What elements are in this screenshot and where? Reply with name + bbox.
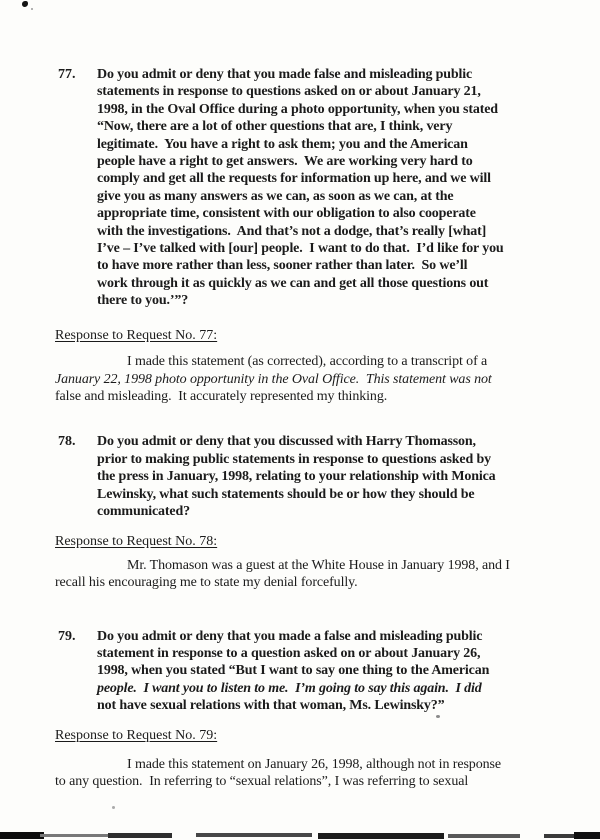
scan-speck-top-left — [22, 1, 28, 7]
response-paragraph-77 — [55, 353, 600, 405]
document-body — [0, 66, 600, 791]
question-line: the press in January, 1998, relating to your relationship with Monica — [97, 469, 496, 485]
question-line: statement in response to a question asked on or about January 26, — [97, 645, 481, 661]
scan-edge-segment — [108, 833, 172, 838]
scan-edge-segment — [318, 833, 444, 839]
question-text — [97, 433, 496, 520]
question-line: give you as many answers as we can, as soon as we can, at the — [97, 188, 454, 204]
question-line: “Now, there are a lot of other questions that are, I think, very — [97, 119, 453, 135]
response-line: to any question. In referring to “sexual relations”, I was referring to sexual — [55, 774, 469, 790]
response-heading-label: Response to Request No. 77: — [55, 327, 218, 343]
scan-edge-segment — [574, 832, 600, 839]
response-heading-77 — [55, 327, 600, 344]
response-line: January 22, 1998 photo opportunity in the Oval Office. This statement was not — [55, 371, 492, 387]
scan-edge-segment — [0, 832, 44, 839]
response-line: I made this statement (as corrected), according to a transcript of a — [127, 354, 488, 370]
response-heading-label: Response to Request No. 78: — [55, 534, 218, 550]
request-item-78 — [0, 433, 600, 591]
response-heading-79 — [55, 727, 600, 744]
question-line: work through it as quickly as we can and get all those questions out — [97, 275, 489, 291]
question-line: not have sexual relations with that woman, Ms. Lewinsky?” — [97, 698, 445, 714]
scan-speck-top-left-echo — [31, 8, 33, 10]
question-line: comply and get all the requests for information up here, and we will — [97, 171, 491, 187]
scan-edge-segment — [40, 834, 112, 837]
question-line: 1998, when you stated “But I want to say one thing to the American — [97, 663, 490, 679]
question-line: prior to making public statements in response to questions asked by — [97, 451, 491, 467]
question-line: there to you.’”? — [97, 293, 189, 309]
question-line: to have more rather than less, sooner rather than later. So we’ll — [97, 258, 468, 274]
question-number: 78. — [58, 434, 76, 450]
request-item-77 — [0, 66, 600, 405]
question-line: 1998, in the Oval Office during a photo opportunity, when you stated — [97, 101, 498, 117]
question-line: people. I want you to listen to me. I’m going to say this again. I did — [97, 680, 482, 696]
scan-edge-segment — [448, 834, 520, 838]
question-78 — [0, 433, 600, 520]
question-line: Do you admit or deny that you discussed with Harry Thomasson, — [97, 434, 476, 450]
question-line: Do you admit or deny that you made false and misleading public — [97, 67, 473, 82]
scan-artifact-bottom-edge — [0, 828, 600, 840]
response-heading-label: Response to Request No. 79: — [55, 727, 218, 743]
question-line: I’ve – I’ve talked with [our] people. I want to do that. I’d like for you — [97, 241, 504, 257]
response-heading-78 — [55, 533, 600, 550]
response-line: Mr. Thomason was a guest at the White House in January 1998, and I — [127, 557, 510, 573]
question-line: statements in response to questions asked on or about January 21, — [97, 84, 481, 100]
question-79 — [0, 628, 600, 715]
question-line: Lewinsky, what such statements should be or how they should be — [97, 486, 475, 502]
scan-speck-lower-left — [112, 806, 115, 809]
request-item-79 — [0, 628, 600, 791]
question-number: 77. — [58, 67, 76, 82]
question-line: with the investigations. And that’s not a dodge, that’s really [what] — [97, 223, 487, 239]
scan-edge-segment — [196, 833, 312, 837]
question-line: legitimate. You have a right to ask them; you and the American — [97, 136, 468, 152]
question-text — [97, 66, 504, 310]
scan-speck-mid — [436, 715, 440, 718]
question-line: communicated? — [97, 503, 190, 519]
question-line: people have a right to get answers. We are working very hard to — [97, 154, 473, 170]
scan-edge-segment — [544, 834, 578, 838]
question-77 — [0, 66, 600, 310]
question-text — [97, 628, 489, 715]
question-line: Do you admit or deny that you made a false and misleading public — [97, 628, 483, 644]
response-paragraph-78 — [55, 557, 600, 592]
question-line: appropriate time, consistent with our obligation to also cooperate — [97, 206, 476, 222]
response-paragraph-79 — [55, 756, 600, 791]
question-number: 79. — [58, 628, 76, 644]
response-line: I made this statement on January 26, 1998, although not in response — [127, 757, 501, 772]
response-line: false and misleading. It accurately represented my thinking. — [55, 388, 388, 404]
response-line: recall his encouraging me to state my denial forcefully. — [55, 575, 358, 591]
